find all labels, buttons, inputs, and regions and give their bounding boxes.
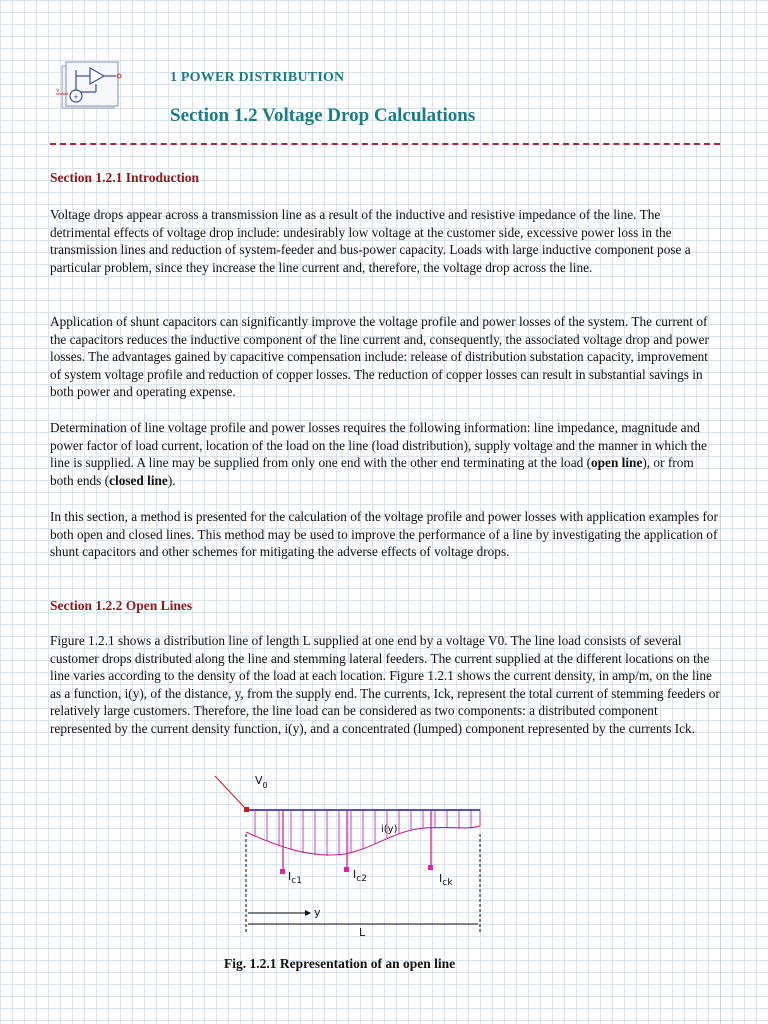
y-label: y	[314, 906, 321, 919]
v0-label: $V_0$	[255, 774, 268, 790]
ic1-node	[280, 869, 285, 874]
ic2-label: $I_{c2}$	[353, 868, 367, 884]
term-closed-line: closed line	[109, 472, 168, 488]
ick-label: $I_{ck}$	[439, 872, 453, 888]
L-label: L	[359, 926, 366, 939]
text-run: Determination of line voltage profile and power losses requires the following information: line impedance, magnitude and power factor of load current, location of the load on the line (load distribution), supply voltage and the manner in which the line is supplied. A line may be supplied from only one end with the other end terminating at the load (	[50, 420, 707, 470]
ic2-node	[344, 867, 349, 872]
intro-paragraph-1: Voltage drops appear across a transmission line as a result of the inductive and resistive impedance of the line. The detrimental effects of voltage drop include: undesirably low voltage at the customer side, excessive power loss in the transmission lines and reduction of system-feeder and bus-power capacity. Loads with large inductive component pose a particular problem, since they increase the line current and, therefore, the voltage drop across the line.	[50, 207, 691, 275]
density-hatching	[255, 810, 480, 856]
ic1-label: $I_{c1}$	[288, 870, 302, 886]
intro-heading: Section 1.2.1 Introduction	[50, 170, 200, 185]
page-title: Section 1.2 Voltage Drop Calculations	[170, 105, 476, 126]
open-lines-paragraph-1: Figure 1.2.1 shows a distribution line of length L supplied at one end by a voltage V0. The line load consists of several customer drops distributed along the line and stemming lateral feeders. The current supplied at the different locations on the line varies according to the density of the load at each location. Figure 1.2.1 shows the current density, in amp/m, on the line as a function, i(y), of the distance, y, from the supply end. The currents, Ick, represent the total current of stemming feeders or relatively large customers. Therefore, the line load can be considered as two components: a distributed component represented by the current density function, i(y), and a concentrated (lumped) component represented by the currents Ick.	[50, 633, 720, 736]
ick-node	[428, 865, 433, 870]
page-margin-rule	[720, 0, 721, 1024]
circuit-logo-icon	[54, 60, 128, 114]
open-line-figure	[205, 770, 505, 940]
figure-caption: Fig. 1.2.1 Representation of an open line	[224, 956, 456, 971]
svg-text:v: v	[56, 87, 60, 94]
dashed-divider	[50, 143, 720, 145]
intro-paragraph-3	[50, 419, 720, 489]
text-run: ), or from both ends (	[50, 455, 694, 488]
svg-text:+: +	[73, 93, 79, 101]
intro-paragraph-2: Application of shunt capacitors can significantly improve the voltage profile and power losses of the system. The current of the capacitors reduces the inductive component of the line current and, consequently, the associated voltage drop and power losses. The advantages gained by capacitive compensation include: release of distribution substation capacity, improvement of system voltage profile and reduction of copper losses. The reduction of copper losses can result in substantial savings in both power and operating expense.	[50, 314, 709, 399]
term-open-line: open line	[591, 455, 643, 470]
intro-paragraph-4: In this section, a method is presented for the calculation of the voltage profile and power losses with application examples for both open and closed lines. This method may be used to improve the performance of a line by investigating the application of shunt capacitors and other schemes for mitigating the adverse effects of voltage drops.	[50, 509, 718, 559]
y-arrowhead	[305, 910, 311, 916]
text-run: ).	[167, 472, 176, 488]
open-lines-heading: Section 1.2.2 Open Lines	[50, 598, 193, 613]
supply-node	[244, 807, 249, 812]
chapter-heading: 1 POWER DISTRIBUTION	[170, 70, 345, 85]
supply-arrow	[215, 776, 245, 808]
iy-label: i(y)	[381, 824, 398, 835]
